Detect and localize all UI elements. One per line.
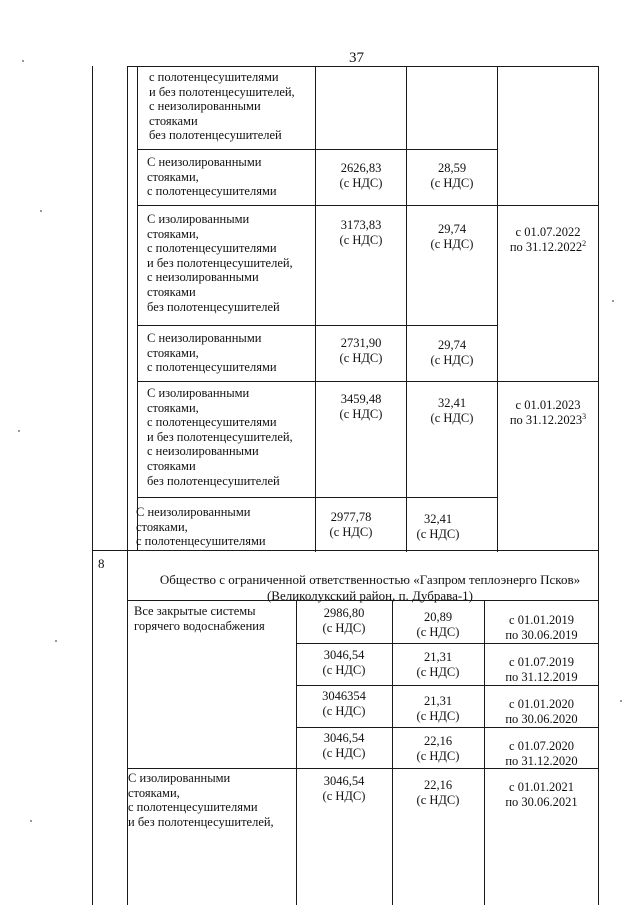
row-line-b2 (296, 685, 599, 686)
row-b1-tariff-1: 2986,80 (с НДС) (322, 606, 366, 635)
section-number: 8 (98, 556, 105, 571)
row-line-a3 (137, 325, 497, 326)
table-line-left-inner (127, 66, 128, 552)
row-line-a1 (137, 149, 497, 150)
row-line-a5 (137, 497, 497, 498)
row-a6-tariff-2: 32,41 (с НДС) (416, 512, 460, 541)
row-b4-period: с 01.07.2020 по 31.12.2020 (505, 739, 578, 768)
scan-speck (30, 820, 32, 822)
row-b2-tariff-2: 21,31 (с НДС) (416, 650, 460, 679)
table-line-v2-right-b (484, 600, 485, 905)
scan-speck (55, 640, 57, 642)
row-line-b3 (296, 727, 599, 728)
row-b5-description: С изолированными стояками, с полотенцесушителями и без полотенцесушителей, (128, 771, 274, 829)
row-b2-period: с 01.07.2019 по 31.12.2019 (505, 655, 578, 684)
table-line-v2-right-a (497, 66, 498, 552)
period-a2: с 01.01.2023 по 31.12.2023$^3$ (509, 398, 587, 427)
row-a5-tariff-2: 32,41 (с НДС) (430, 396, 474, 425)
table-line-left-outer (92, 66, 93, 905)
table-line-desc-right-a (315, 66, 316, 552)
row-b2-tariff-1: 3046,54 (с НДС) (322, 648, 366, 677)
row-a2-tariff-2: 28,59 (с НДС) (430, 161, 474, 190)
group-description: Все закрытые системы горячего водоснабжения (134, 604, 265, 633)
table-line-desc-left-a (137, 66, 138, 550)
row-line-b1 (296, 643, 599, 644)
period-a1: с 01.07.2022 по 31.12.2022$^2$ (509, 225, 587, 254)
row-b1-tariff-2: 20,89 (с НДС) (416, 610, 460, 639)
row-a3-tariff-2: 29,74 (с НДС) (430, 222, 474, 251)
row-b3-tariff-2: 21,31 (с НДС) (416, 694, 460, 723)
row-a6-description: С неизолированными стояками, с полотенцесушителями (136, 505, 266, 549)
scan-speck (612, 300, 614, 302)
page-number: 37 (349, 50, 364, 66)
row-a4-tariff-1: 2731,90 (с НДС) (339, 336, 383, 365)
row-b3-tariff-1: 3046354 (с НДС) (322, 689, 366, 718)
row-a1-description: с полотенцесушителями и без полотенцесушителей, с неизолированными стояками без полотенцесушителей (149, 70, 295, 143)
row-b3-period: с 01.01.2020 по 30.06.2020 (505, 697, 578, 726)
row-b4-tariff-1: 3046,54 (с НДС) (322, 731, 366, 760)
row-b5-tariff-1: 3046,54 (с НДС) (322, 774, 366, 803)
row-line-a4 (137, 381, 598, 382)
row-b4-tariff-2: 22,16 (с НДС) (416, 734, 460, 763)
row-a5-description: С изолированными стояками, с полотенцесушителями и без полотенцесушителей, с неизолированными стояками без полотенцесушителей (147, 386, 293, 488)
table-line-left-inner-2 (127, 552, 128, 905)
row-b5-period: с 01.01.2021 по 30.06.2021 (505, 780, 578, 809)
row-a3-description: С изолированными стояками, с полотенцесушителями и без полотенцесушителей, с неизолированными стояками без полотенцесушителей (147, 212, 293, 314)
table-line-v1-right-a (406, 66, 407, 552)
row-a2-tariff-1: 2626,83 (с НДС) (339, 161, 383, 190)
row-a4-tariff-2: 29,74 (с НДС) (430, 338, 474, 367)
row-a2-description: С неизолированными стояками, с полотенцесушителями (147, 155, 277, 199)
row-line-a2 (137, 205, 598, 206)
row-a6-tariff-1: 2977,78 (с НДС) (329, 510, 373, 539)
scan-speck (22, 60, 24, 62)
table-line-top (127, 66, 599, 67)
row-line-a6 (92, 550, 599, 551)
row-b1-period: с 01.01.2019 по 30.06.2019 (505, 613, 578, 642)
scan-speck (18, 430, 20, 432)
table-line-right (598, 66, 599, 905)
row-a3-tariff-1: 3173,83 (с НДС) (339, 218, 383, 247)
scan-speck (620, 700, 622, 702)
row-a5-tariff-1: 3459,48 (с НДС) (339, 392, 383, 421)
row-a4-description: С неизолированными стояками, с полотенцесушителями (147, 331, 277, 375)
row-b5-tariff-2: 22,16 (с НДС) (416, 778, 460, 807)
organization-name: Общество с ограниченной ответственностью «Газпром теплоэнерго Псков» (Великолукский район, п. Дубрава-1) (159, 572, 581, 603)
scan-speck (40, 210, 42, 212)
